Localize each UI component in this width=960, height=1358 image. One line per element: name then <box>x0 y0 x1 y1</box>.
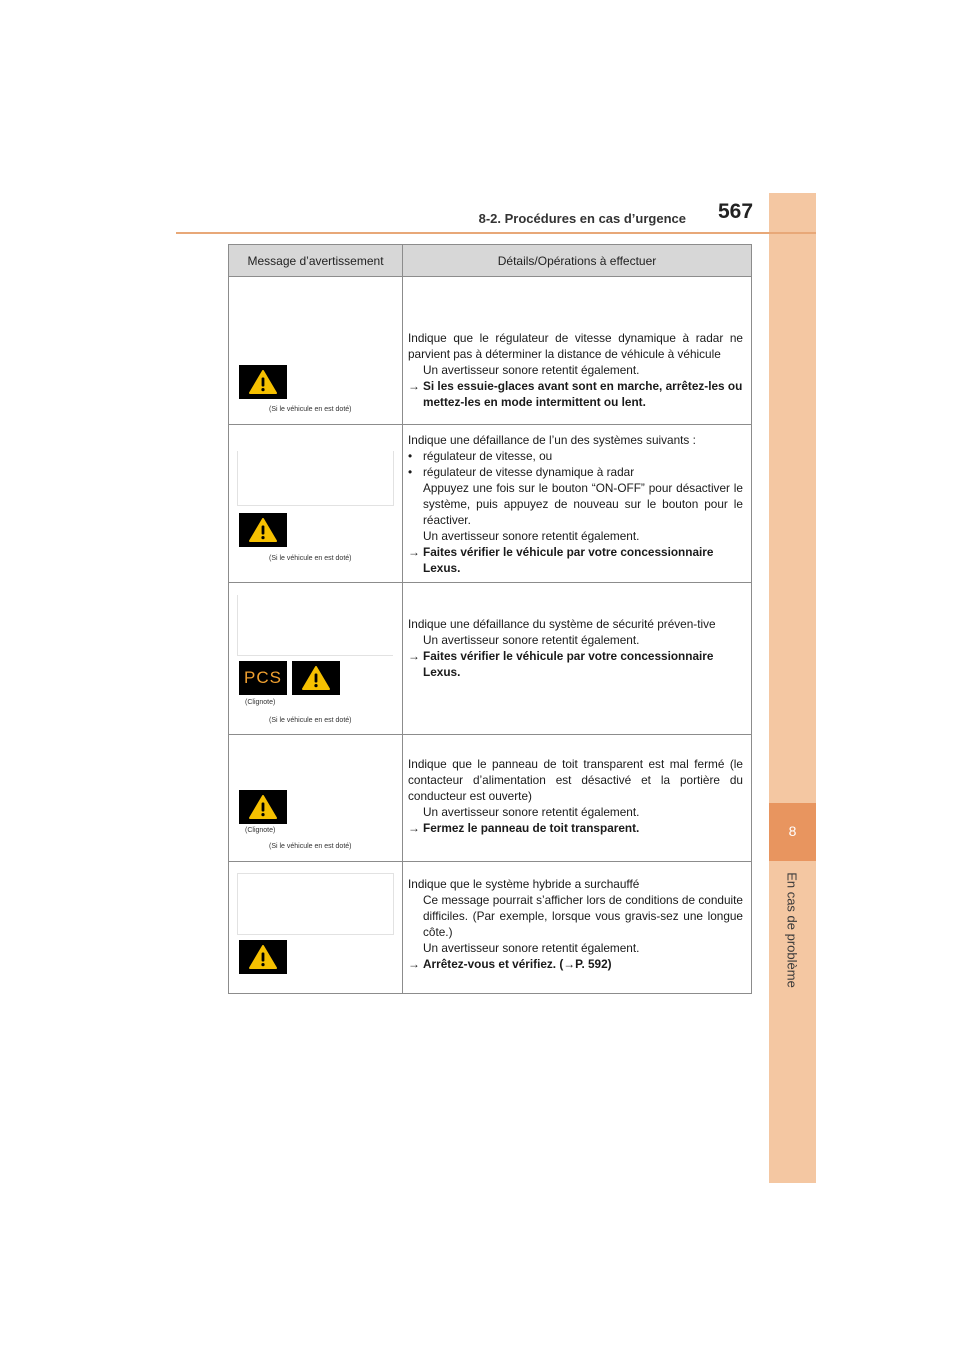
action-line <box>408 820 743 836</box>
action-line <box>408 378 743 410</box>
description-line: Indique que le système hybride a surchauffé <box>408 877 640 891</box>
details-cell <box>403 277 751 424</box>
warning-triangle-icon <box>239 790 287 824</box>
details-text <box>408 330 743 410</box>
arrow-right-icon: → <box>408 379 420 393</box>
action-text: Arrêtez-vous et vérifiez. (→P. 592) <box>423 957 612 971</box>
display-placeholder <box>237 873 394 935</box>
warning-triangle-icon <box>239 940 287 974</box>
arrow-right-icon: → <box>408 649 420 663</box>
arrow-right-icon: → <box>408 545 420 559</box>
warning-table <box>228 244 752 994</box>
action-line <box>408 544 743 576</box>
action-line <box>408 648 743 680</box>
bullet-item: • régulateur de vitesse dynamique à radar <box>408 465 635 479</box>
table-row <box>229 583 751 735</box>
table-header <box>229 245 751 277</box>
chapter-title: En cas de problème <box>784 872 800 988</box>
pcs-indicator-icon: PCS <box>239 661 287 695</box>
page-number: 567 <box>718 200 754 223</box>
message-cell <box>229 425 403 582</box>
flashes-label: (Clignote) <box>245 699 276 706</box>
arrow-right-icon: → <box>408 821 420 835</box>
action-text: Faites vérifier le véhicule par votre concessionnaire Lexus. <box>423 649 714 679</box>
warning-triangle-icon <box>239 513 287 547</box>
details-cell <box>403 425 751 582</box>
note-line: Ce message pourrait s’afficher lors de conditions de conduite difficiles. (Par exemple, lorsque vous gravis-sez une longue côte.) <box>423 893 743 939</box>
details-text <box>408 432 743 576</box>
table-row <box>229 277 751 425</box>
column-header-message: Message d’avertissement <box>229 245 403 276</box>
table-row <box>229 425 751 583</box>
note-line: Un avertisseur sonore retentit également. <box>423 805 640 819</box>
description-line: Indique que le panneau de toit transparent est mal fermé (le contacteur d’alimentation est désactivé et la portière du conducteur est ouverte) <box>408 757 743 803</box>
note-line: Appuyez une fois sur le bouton “ON-OFF” pour désactiver le système, puis appuyez de nouveau sur le bouton pour le réactiver. <box>423 481 743 527</box>
if-equipped-label: (Si le véhicule en est doté) <box>269 843 352 850</box>
column-header-details: Détails/Opérations à effectuer <box>497 253 657 268</box>
description-line: Indique une défaillance de l’un des systèmes suivants : <box>408 433 696 447</box>
note-line: Un avertisseur sonore retentit également. <box>423 941 640 955</box>
action-text: Faites vérifier le véhicule par votre concessionnaire Lexus. <box>423 545 714 575</box>
arrow-right-icon: → <box>408 957 420 971</box>
display-placeholder <box>237 595 393 656</box>
if-equipped-label: (Si le véhicule en est doté) <box>269 717 352 724</box>
action-text: Fermez le panneau de toit transparent. <box>423 821 640 835</box>
details-cell <box>403 583 751 734</box>
if-equipped-label: (Si le véhicule en est doté) <box>269 406 352 413</box>
message-cell <box>229 277 403 424</box>
warning-triangle-icon <box>292 661 340 695</box>
table-row <box>229 862 751 993</box>
section-title: 8-2. Procédures en cas d’urgence <box>478 211 686 226</box>
warning-triangle-icon <box>239 365 287 399</box>
details-text <box>408 876 743 972</box>
action-text: Si les essuie-glaces avant sont en marche, arrêtez-les ou mettez-les en mode intermittent ou lent. <box>423 379 743 409</box>
description-line: Indique que le régulateur de vitesse dynamique à radar ne parvient pas à déterminer la distance de véhicule à véhicule <box>408 331 743 361</box>
chapter-number: 8 <box>788 823 797 839</box>
table-row <box>229 735 751 862</box>
details-text <box>408 756 743 836</box>
details-text <box>408 616 743 680</box>
details-cell <box>403 862 751 993</box>
display-placeholder <box>237 451 394 506</box>
note-line: Un avertisseur sonore retentit également. <box>423 633 640 647</box>
flashes-label: (Clignote) <box>245 827 276 834</box>
action-line <box>408 956 743 972</box>
message-cell <box>229 583 403 734</box>
description-line: Indique une défaillance du système de sécurité préven-tive <box>408 617 716 631</box>
if-equipped-label: (Si le véhicule en est doté) <box>269 555 352 562</box>
message-cell <box>229 862 403 993</box>
details-cell <box>403 735 751 861</box>
side-band <box>769 193 816 1183</box>
chapter-tab <box>769 803 816 861</box>
message-cell <box>229 735 403 861</box>
bullet-item: • régulateur de vitesse, ou <box>408 449 553 463</box>
header-rule <box>176 232 816 234</box>
note-line: Un avertisseur sonore retentit également. <box>423 529 640 543</box>
note-line: Un avertisseur sonore retentit également. <box>423 363 640 377</box>
